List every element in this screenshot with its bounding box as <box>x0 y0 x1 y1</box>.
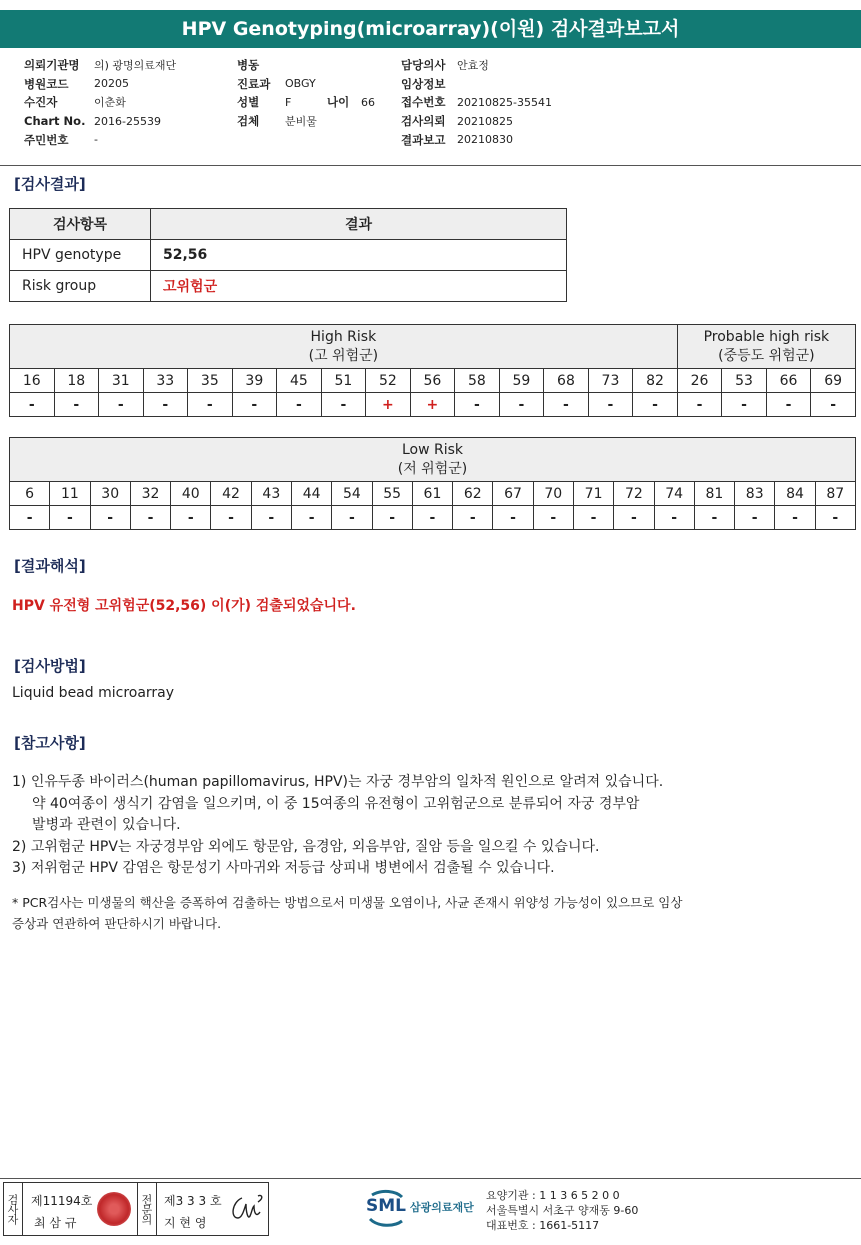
info-value: 의) 광명의료재단 <box>94 59 177 73</box>
info-column-2 <box>237 56 375 130</box>
section-heading-notes: [참고사항] <box>14 734 86 752</box>
genotype-number-cell: 42 <box>211 482 251 506</box>
genotype-number-cell: 26 <box>677 369 722 393</box>
genotype-number-cell: 66 <box>766 369 811 393</box>
info-row <box>401 93 552 112</box>
genotype-number-cell: 83 <box>735 482 775 506</box>
section-heading-interpretation: [결과해석] <box>14 557 86 575</box>
genotype-result-cell: - <box>50 506 90 530</box>
info-row <box>24 112 176 131</box>
genotype-result-row <box>10 506 856 530</box>
genotype-number-cell: 69 <box>811 369 856 393</box>
probable-risk-title: Probable high risk <box>703 328 830 345</box>
genotype-result-cell: - <box>10 506 50 530</box>
genotype-number-cell: 33 <box>143 369 188 393</box>
genotype-number-cell: 59 <box>499 369 544 393</box>
genotype-result-cell: - <box>291 506 331 530</box>
info-label: 병동 <box>237 58 260 73</box>
age-label: 나이 <box>327 95 350 110</box>
info-label: 담당의사 <box>401 58 446 73</box>
info-label: 검사의뢰 <box>401 114 446 129</box>
genotype-result-cell: - <box>143 393 188 417</box>
footnote-line: 증상과 연관하여 판단하시기 바랍니다. <box>12 916 222 931</box>
header-result: 결과 <box>151 209 567 240</box>
method-text: Liquid bead microarray <box>12 685 175 701</box>
info-row <box>24 93 176 112</box>
info-row <box>401 75 552 94</box>
phone: 대표번호 : 1661-5117 <box>486 1219 600 1232</box>
interpretation-text: HPV 유전형 고위험군(52,56) 이(가) 검출되었습니다. <box>12 598 356 614</box>
info-label: 의뢰기관명 <box>24 58 80 73</box>
genotype-number-cell: 16 <box>10 369 55 393</box>
genotype-result-cell: - <box>811 393 856 417</box>
info-label: 접수번호 <box>401 95 446 110</box>
org-code: 요양기관 : 1 1 3 6 5 2 0 0 <box>486 1189 620 1202</box>
genotype-number-cell: 62 <box>453 482 493 506</box>
low-risk-subtitle: (저 위험군) <box>397 460 468 477</box>
genotype-result-cell: - <box>130 506 170 530</box>
doctor-license: 제3 3 3 호 <box>164 1194 222 1208</box>
genotype-result-cell: - <box>251 506 291 530</box>
genotype-result-cell: - <box>332 506 372 530</box>
genotype-number-cell: 82 <box>633 369 678 393</box>
high-risk-header <box>10 325 678 369</box>
genotype-result-cell: - <box>722 393 767 417</box>
genotype-number-cell: 74 <box>654 482 694 506</box>
signature-icon <box>228 1190 268 1226</box>
genotype-result-cell: - <box>694 506 734 530</box>
patient-info-block <box>0 52 861 166</box>
genotype-result-cell: - <box>455 393 500 417</box>
genotype-number-cell: 30 <box>90 482 130 506</box>
genotype-number-cell: 71 <box>573 482 613 506</box>
report-title: HPV Genotyping(microarray)(이원) 검사결과보고서 <box>0 10 861 48</box>
info-label: 임상정보 <box>401 76 446 91</box>
genotype-result-cell: - <box>633 393 678 417</box>
genotype-result-cell: - <box>588 393 633 417</box>
genotype-result-cell: - <box>188 393 233 417</box>
genotype-number-cell: 53 <box>722 369 767 393</box>
high-risk-title: High Risk <box>310 328 377 345</box>
age-value: 66 <box>361 95 375 109</box>
genotype-result-cell: - <box>232 393 277 417</box>
genotype-number-cell: 51 <box>321 369 366 393</box>
row-result: 52,56 <box>151 240 567 271</box>
genotype-number-row <box>10 369 856 393</box>
info-label: 수진자 <box>24 95 58 110</box>
genotype-result-cell: - <box>499 393 544 417</box>
genotype-number-cell: 58 <box>455 369 500 393</box>
low-risk-header <box>10 438 856 482</box>
grid-header-row <box>10 325 856 369</box>
genotype-number-cell: 11 <box>50 482 90 506</box>
section-heading-result: [검사결과] <box>14 175 86 193</box>
doctor-name: 지 현 영 <box>164 1216 207 1230</box>
genotype-number-row <box>10 482 856 506</box>
tester-name: 최 삼 규 <box>34 1216 77 1230</box>
info-label: Chart No. <box>24 114 86 129</box>
info-value: - <box>94 133 98 147</box>
info-value: F <box>285 95 292 109</box>
genotype-number-cell: 81 <box>694 482 734 506</box>
info-row <box>24 75 176 94</box>
tester-label: 검사자 <box>4 1183 23 1235</box>
info-row <box>401 130 552 149</box>
notes-list <box>12 772 663 880</box>
signature-box <box>3 1182 269 1236</box>
genotype-result-cell: - <box>90 506 130 530</box>
table-row <box>10 271 567 302</box>
info-row <box>401 56 552 75</box>
doctor-label: 전문의 <box>138 1183 157 1235</box>
genotype-result-cell: - <box>654 506 694 530</box>
footnote <box>12 892 852 934</box>
genotype-result-cell: + <box>366 393 411 417</box>
genotype-number-cell: 55 <box>372 482 412 506</box>
genotype-number-cell: 39 <box>232 369 277 393</box>
genotype-result-cell: + <box>410 393 455 417</box>
info-value: 20205 <box>94 77 129 91</box>
genotype-number-cell: 18 <box>54 369 99 393</box>
genotype-result-cell: - <box>171 506 211 530</box>
info-value: 안효정 <box>457 59 489 73</box>
genotype-result-cell: - <box>775 506 815 530</box>
genotype-number-cell: 68 <box>544 369 589 393</box>
note-item: 1) 인유두종 바이러스(human papillomavirus, HPV)는 자궁 경부암의 일차적 원인으로 알려져 있습니다. <box>12 774 664 790</box>
info-row <box>237 56 375 75</box>
row-item: Risk group <box>10 271 151 302</box>
genotype-result-cell: - <box>533 506 573 530</box>
official-seal-icon <box>97 1192 131 1226</box>
genotype-result-cell: - <box>277 393 322 417</box>
genotype-result-cell: - <box>493 506 533 530</box>
genotype-number-cell: 70 <box>533 482 573 506</box>
table-row <box>10 240 567 271</box>
note-item-continued: 약 40여종이 생식기 감염을 일으키며, 이 중 15여종의 유전형이 고위험군으로 분류되어 자궁 경부암 <box>32 795 640 812</box>
info-row <box>237 75 375 94</box>
genotype-result-cell: - <box>735 506 775 530</box>
header-item: 검사항목 <box>10 209 151 240</box>
genotype-number-cell: 32 <box>130 482 170 506</box>
genotype-result-row <box>10 393 856 417</box>
genotype-result-cell: - <box>412 506 452 530</box>
probable-risk-header <box>677 325 855 369</box>
info-label: 검체 <box>237 114 260 129</box>
row-result: 고위험군 <box>151 271 567 302</box>
info-column-3 <box>401 56 552 149</box>
genotype-number-cell: 73 <box>588 369 633 393</box>
genotype-number-cell: 87 <box>815 482 855 506</box>
grid-header-row <box>10 438 856 482</box>
contact-block <box>486 1188 638 1233</box>
genotype-number-cell: 72 <box>614 482 654 506</box>
low-risk-table <box>9 437 856 530</box>
genotype-result-cell: - <box>10 393 55 417</box>
info-value: 20210825 <box>457 114 513 128</box>
row-item: HPV genotype <box>10 240 151 271</box>
section-heading-method: [검사방법] <box>14 657 86 675</box>
high-risk-subtitle: (고 위험군) <box>308 347 379 364</box>
info-value: 이춘화 <box>94 96 126 110</box>
info-label: 결과보고 <box>401 132 446 147</box>
info-value: 20210830 <box>457 133 513 147</box>
genotype-number-cell: 56 <box>410 369 455 393</box>
genotype-result-cell: - <box>573 506 613 530</box>
info-row <box>24 56 176 75</box>
genotype-result-cell: - <box>211 506 251 530</box>
info-label: 성별 <box>237 95 260 110</box>
genotype-number-cell: 61 <box>412 482 452 506</box>
genotype-result-cell: - <box>99 393 144 417</box>
genotype-number-cell: 45 <box>277 369 322 393</box>
genotype-number-cell: 43 <box>251 482 291 506</box>
footnote-line: * PCR검사는 미생물의 핵산을 증폭하여 검출하는 방법으로서 미생물 오염이나, 사균 존재시 위양성 가능성이 있으므로 임상 <box>12 895 683 910</box>
genotype-result-cell: - <box>614 506 654 530</box>
logo-name: 삼광의료재단 <box>410 1201 474 1214</box>
address: 서울특별시 서초구 양재동 9-60 <box>486 1204 639 1217</box>
genotype-number-cell: 6 <box>10 482 50 506</box>
table-header-row <box>10 209 567 240</box>
info-value: OBGY <box>285 77 316 91</box>
genotype-number-cell: 54 <box>332 482 372 506</box>
footer <box>0 1178 861 1238</box>
genotype-result-cell: - <box>453 506 493 530</box>
genotype-number-cell: 40 <box>171 482 211 506</box>
genotype-number-cell: 35 <box>188 369 233 393</box>
genotype-result-cell: - <box>54 393 99 417</box>
probable-risk-subtitle: (중등도 위험군) <box>718 347 815 364</box>
info-row <box>24 130 176 149</box>
genotype-number-cell: 67 <box>493 482 533 506</box>
info-label: 주민번호 <box>24 132 69 147</box>
genotype-result-cell: - <box>677 393 722 417</box>
tester-license: 제11194호 <box>31 1194 93 1208</box>
genotype-result-cell: - <box>544 393 589 417</box>
info-value: 2016-25539 <box>94 114 161 128</box>
genotype-number-cell: 31 <box>99 369 144 393</box>
info-column-1 <box>24 56 176 149</box>
note-item: 2) 고위험군 HPV는 자궁경부암 외에도 항문암, 음경암, 외음부암, 질암 등을 일으킬 수 있습니다. <box>12 838 600 855</box>
info-row <box>237 112 375 131</box>
info-label: 병원코드 <box>24 76 69 91</box>
genotype-result-cell: - <box>766 393 811 417</box>
info-value: 20210825-35541 <box>457 95 552 109</box>
high-risk-table <box>9 324 856 417</box>
genotype-result-cell: - <box>815 506 855 530</box>
result-table <box>9 208 567 302</box>
genotype-number-cell: 84 <box>775 482 815 506</box>
info-label: 진료과 <box>237 76 271 91</box>
info-row <box>237 93 375 112</box>
info-row <box>401 112 552 131</box>
note-item-continued: 발병과 관련이 있습니다. <box>32 817 181 833</box>
low-risk-title: Low Risk <box>401 441 464 458</box>
genotype-result-cell: - <box>321 393 366 417</box>
info-value: 분비물 <box>285 115 317 129</box>
logo-abbreviation: SML <box>366 1196 406 1216</box>
note-item: 3) 저위험군 HPV 감염은 항문성기 사마귀와 저등급 상피내 병변에서 검출될 수 있습니다. <box>12 860 555 876</box>
genotype-result-cell: - <box>372 506 412 530</box>
genotype-number-cell: 44 <box>291 482 331 506</box>
genotype-number-cell: 52 <box>366 369 411 393</box>
